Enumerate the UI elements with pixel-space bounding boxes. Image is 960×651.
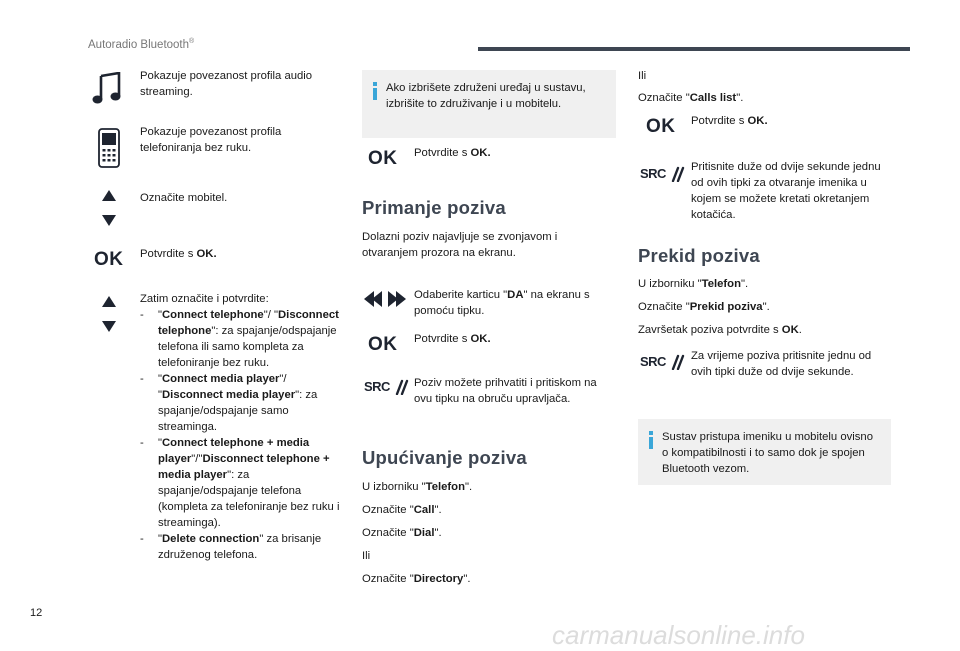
src-end-call-text: Za vrijeme poziva pritisnite jednu od ovih tipki duže od dvije sekunde. — [691, 350, 872, 378]
confirm-ok-text: Potvrdite s OK. — [691, 115, 768, 127]
receive-call-text: Dolazni poziv najavljuje se zvonjavom i otvaranjem prozora na ekranu. — [362, 231, 558, 259]
confirm-ok-text: Potvrdite s OK. — [414, 147, 491, 159]
src-phone-key-icon: SRC — [640, 353, 686, 373]
then-text: Zatim označite i potvrdite: — [140, 293, 269, 305]
info-icon — [370, 82, 380, 100]
mark-directory-text: Označite "Directory". — [362, 573, 471, 585]
info-box-phonebook — [638, 419, 891, 485]
heading-end-call: Prekid poziva — [638, 245, 760, 266]
mark-end-call-text: Označite "Prekid poziva". — [638, 301, 770, 313]
mark-dial-text: Označite "Dial". — [362, 527, 442, 539]
select-phone-text: Označite mobitel. — [140, 192, 228, 204]
handset-icon — [393, 379, 409, 395]
ok-button-icon: OK — [368, 148, 398, 169]
select-tab-text: Odaberite karticu "DA" na ekranu s pomoću tipku. — [414, 289, 590, 317]
handset-icon — [669, 354, 685, 370]
page-number: 12 — [30, 607, 43, 619]
info-phonebook-text: Sustav pristupa imeniku u mobitelu ovisno o kompatibilnosti i to samo dok je spojen Bluetooth vezom. — [662, 431, 873, 475]
list-item: - "Delete connection" za brisanje združenog telefona. — [140, 533, 322, 561]
header-bar — [478, 47, 910, 51]
ok-button-icon: OK — [368, 334, 398, 355]
list-item: - "Connect media player"/ "Disconnect media player": za spajanje/odspajanje samo streaminga. — [140, 373, 318, 433]
header-title: Autoradio Bluetooth® — [88, 38, 195, 51]
menu-telefon-text: U izborniku "Telefon". — [362, 481, 473, 493]
audio-profile-text: Pokazuje povezanost profila audio streaming. — [140, 70, 313, 98]
up-down-arrows-icon — [102, 296, 116, 332]
seek-arrows-icon — [364, 291, 408, 307]
src-phone-key-icon: SRC — [640, 165, 686, 185]
mark-calls-list-text: Označite "Calls list". — [638, 92, 744, 104]
heading-receiving-call: Primanje poziva — [362, 197, 506, 218]
list-item: - "Connect telephone"/ "Disconnect telephone": za spajanje/odspajanje telefona ili samo kompleta za telefoniranje bez ruku. — [140, 309, 339, 369]
up-down-arrows-icon — [102, 190, 116, 226]
watermark: carmanualsonline.info — [552, 620, 805, 650]
ok-button-icon: OK — [94, 249, 124, 270]
or-text: Ili — [638, 70, 647, 82]
mark-call-text: Označite "Call". — [362, 504, 442, 516]
menu-telefon-text: U izborniku "Telefon". — [638, 278, 749, 290]
info-icon — [646, 431, 656, 449]
confirm-ok-text: Potvrdite s OK. — [414, 333, 491, 345]
handsfree-profile-text: Pokazuje povezanost profila telefoniranja bez ruku. — [140, 126, 282, 154]
confirm-ok-text: Potvrdite s OK. — [140, 248, 217, 260]
or-text: Ili — [362, 550, 371, 562]
info-box-delete-pairing — [362, 70, 616, 138]
src-accept-text: Poziv možete prihvatiti i pritiskom na ovu tipku na obruču upravljača. — [414, 377, 597, 405]
options-list — [140, 307, 345, 563]
src-phone-key-icon: SRC — [364, 378, 410, 398]
mobile-phone-icon — [98, 128, 120, 168]
music-note-icon — [92, 72, 124, 106]
handset-icon — [669, 166, 685, 182]
src-directory-text: Pritisnite duže od dvije sekunde jednu od ovih tipki za otvaranje imenika u kojem se možete kretati okretanjem kotačića. — [691, 161, 881, 221]
list-item: - "Connect telephone + media player"/"Disconnect telephone + media player": za spajanje/odspajanje telefona (kompleta za telefoniranje bez ruku i streaminga). — [140, 437, 340, 529]
info-delete-text: Ako izbrišete združeni uređaj u sustavu, izbrišite to združivanje i u mobitelu. — [386, 82, 586, 110]
connection-options — [140, 291, 345, 563]
finish-call-text: Završetak poziva potvrdite s OK. — [638, 324, 802, 336]
heading-making-call: Upućivanje poziva — [362, 447, 527, 468]
ok-button-icon: OK — [646, 116, 676, 137]
